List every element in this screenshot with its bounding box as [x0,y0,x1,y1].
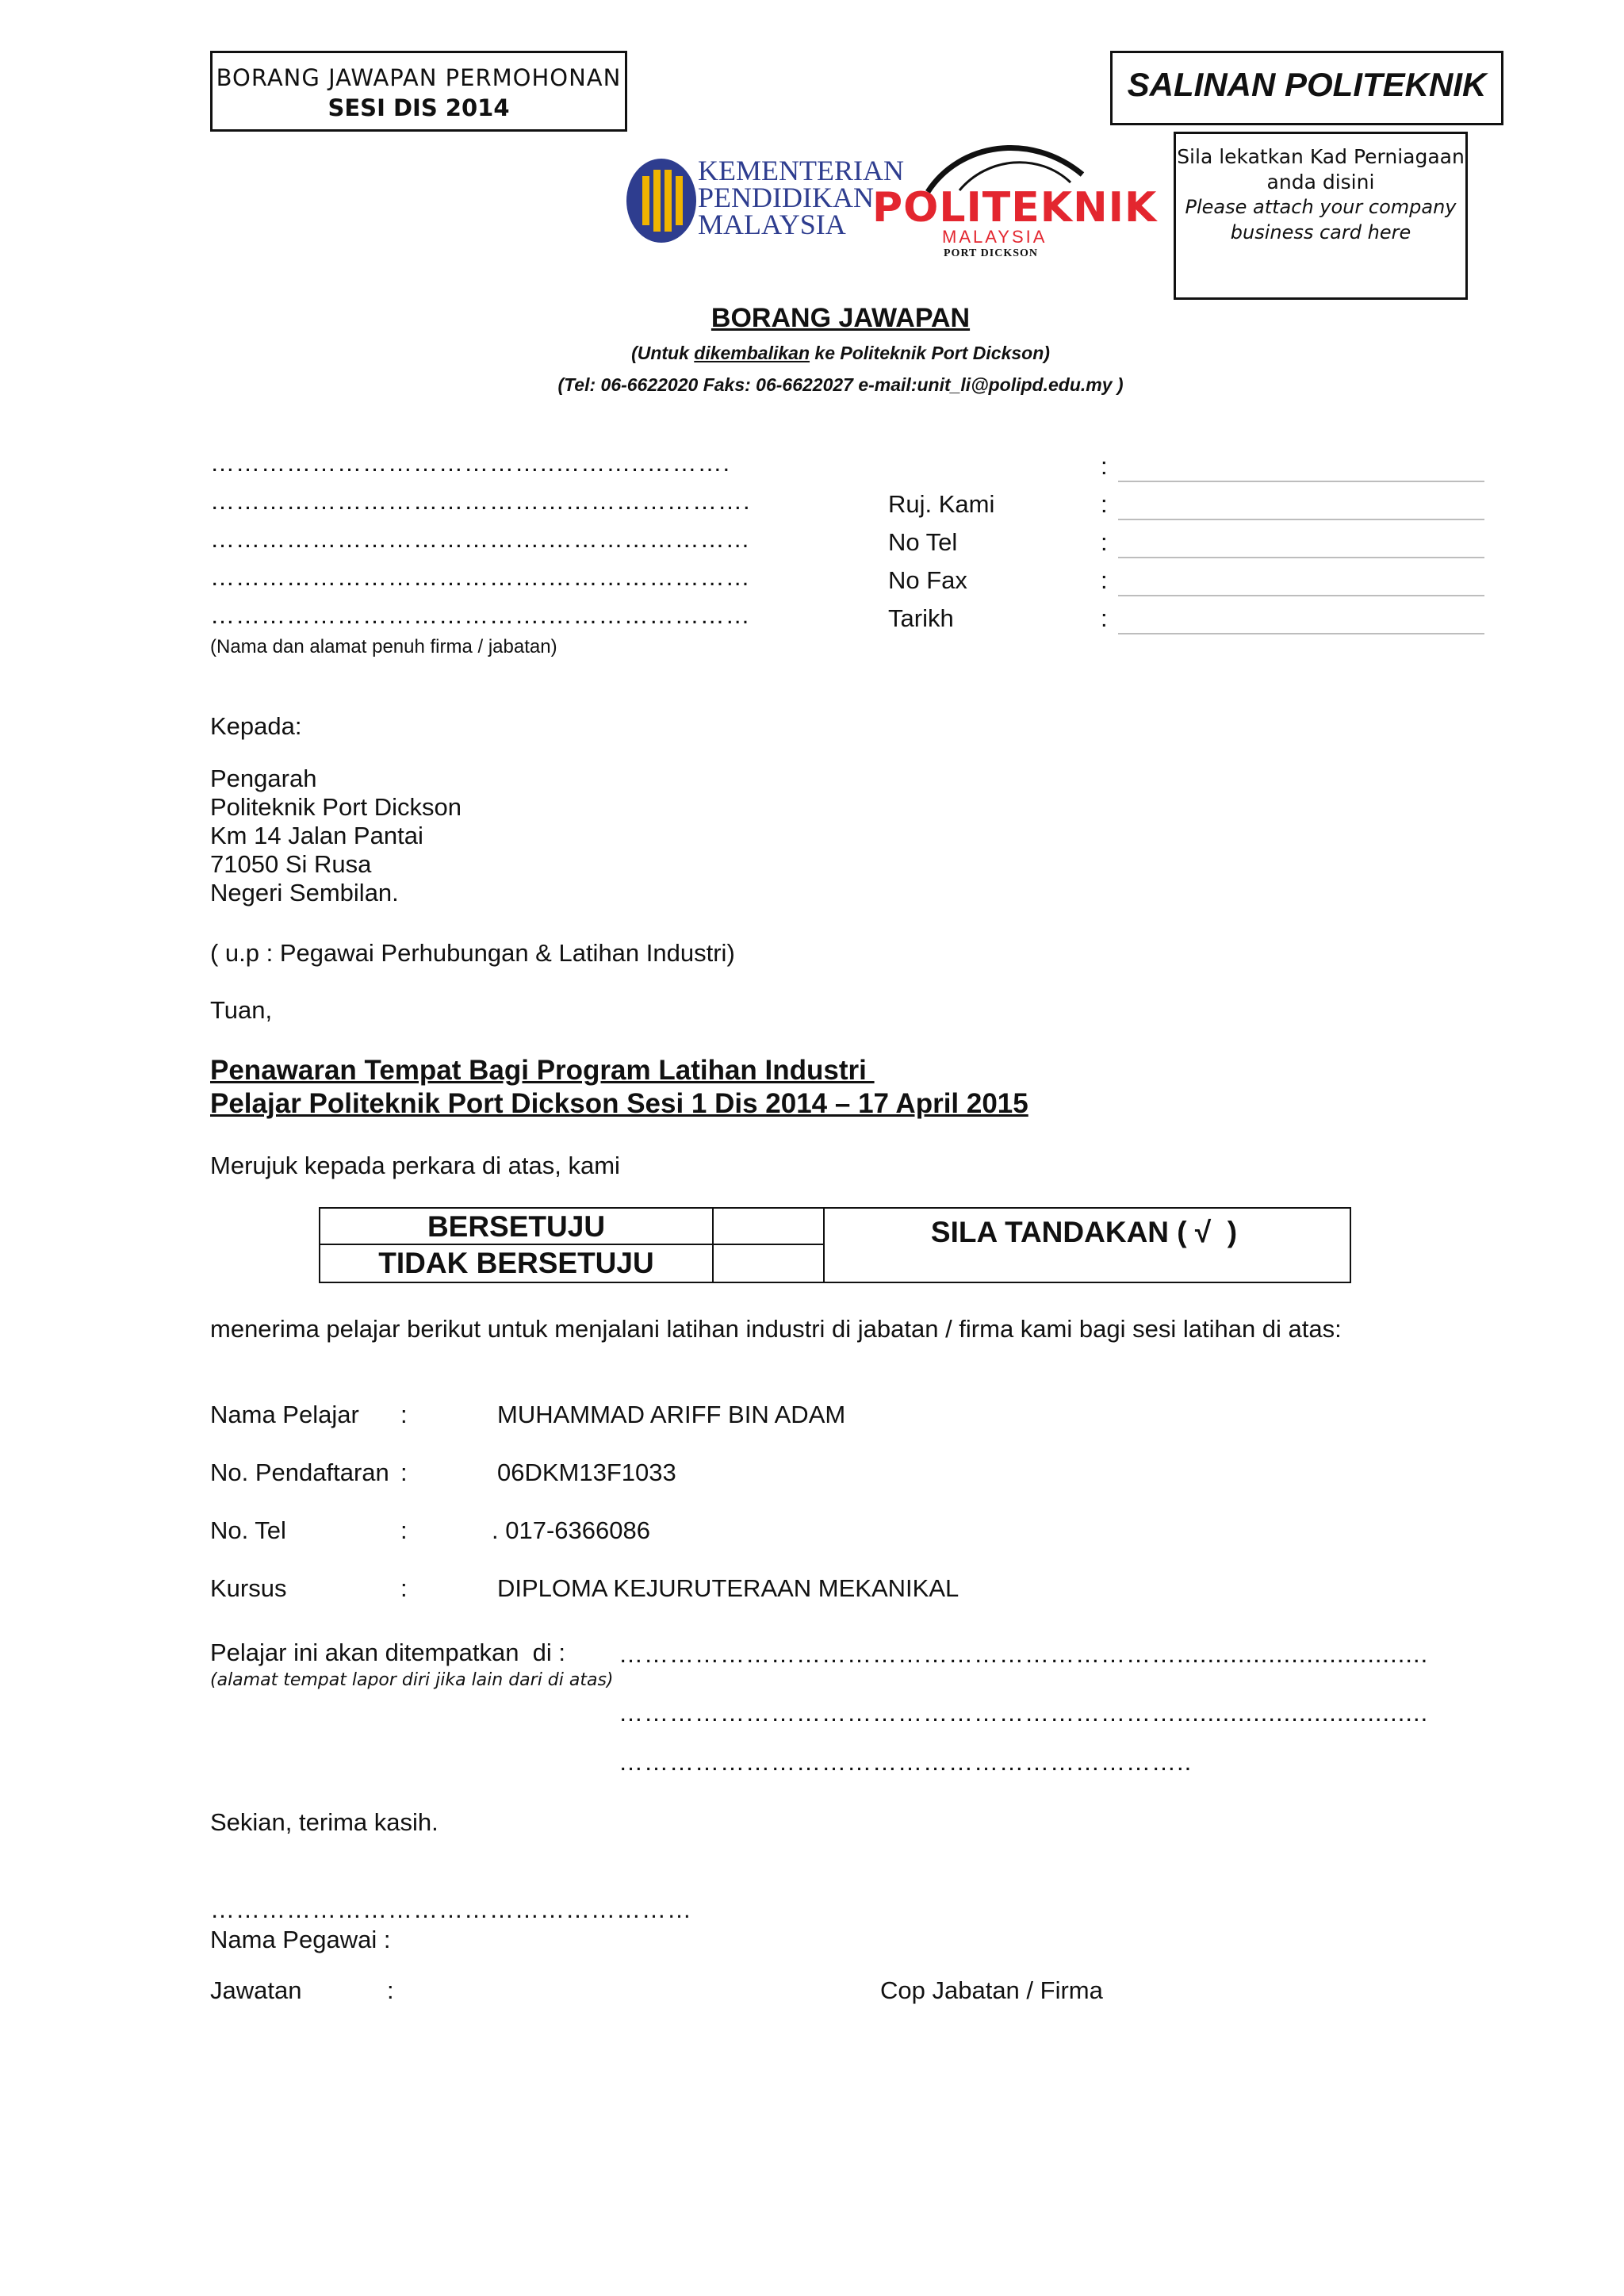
ref-field-tarikh[interactable] [1118,633,1484,634]
form-title-session: SESI DIS 2014 [327,94,510,121]
subject-line-1: Penawaran Tempat Bagi Program Latihan Industri [210,1055,875,1086]
salutation: Tuan, [210,996,273,1024]
student-label-tel: No. Tel [210,1516,286,1544]
agree-label-cell [320,1209,714,1245]
ref-field-0[interactable] [1118,481,1484,482]
placement-line-1[interactable]: …………………………………………………………................................. [619,1640,1429,1668]
sender-line-3[interactable]: ………………………………….…………………… [210,525,751,553]
return-instruction-pre: (Untuk [631,343,695,363]
politeknik-logo-sub: MALAYSIA [942,227,1048,247]
page-title: BORANG JAWAPAN [710,303,971,333]
sender-line-5[interactable]: ………………………………….…………………… [210,601,751,629]
business-card-box [1174,132,1468,300]
tick-instruction: SILA TANDAKAN ( √ ) [930,1216,1238,1248]
student-colon-tel: : [400,1516,408,1544]
ref-colon-3: : [1101,566,1108,594]
student-label-name: Nama Pelajar [210,1401,359,1428]
politeknik-logo-campus: PORT DICKSON [944,247,1038,259]
card-instruction-ms-1: Sila lekatkan Kad Perniagaan [1177,145,1465,168]
recipient-line-2: Politeknik Port Dickson [210,793,462,821]
return-instruction-underlined: dikembalikan [694,343,810,363]
student-value-reg: 06DKM13F1033 [497,1458,676,1486]
recipient-address [210,765,462,907]
ref-field-no-fax[interactable] [1118,595,1484,596]
card-instruction-en-1: Please attach your company [1185,196,1457,218]
sender-line-2[interactable]: ………………………………………………………. [210,487,751,515]
kpm-logo-line3: MALAYSIA [698,209,846,240]
ref-label-no-tel: No Tel [888,528,958,556]
sender-line-1[interactable]: …………………………………..………..………. [210,449,731,477]
form-title-box [210,51,627,132]
recipient-line-1: Pengarah [210,765,317,792]
student-colon-reg: : [400,1458,408,1486]
sender-caption: (Nama dan alamat penuh firma / jabatan) [210,636,557,657]
ref-field-no-tel[interactable] [1118,557,1484,558]
form-title-line1: BORANG JAWAPAN PERMOHONAN [216,64,622,91]
placement-line-3[interactable]: ………………………………………………………….. [619,1748,1193,1776]
student-label-reg: No. Pendaftaran [210,1458,389,1486]
position-label: Jawatan [210,1976,302,2004]
kpm-logo-line1: KEMENTERIAN [698,155,904,186]
disagree-label: TIDAK BERSETUJU [378,1247,654,1279]
recipient-line-5: Negeri Sembilan. [210,879,399,907]
instruction-cell [825,1209,1350,1282]
placement-label: Pelajar ini akan ditempatkan di : [210,1639,566,1666]
ref-colon-1: : [1101,490,1108,518]
kpm-emblem-icon [626,159,696,243]
student-value-tel: . 017-6366086 [492,1516,650,1544]
sender-line-4[interactable]: ………………………………….…………………… [210,563,751,591]
recipient-attention: ( u.p : Pegawai Perhubungan & Latihan Industri) [210,939,735,967]
closing-text: Sekian, terima kasih. [210,1808,439,1836]
ref-colon-4: : [1101,604,1108,632]
recipient-to: Kepada: [210,712,302,740]
subject-line-2: Pelajar Politeknik Port Dickson Sesi 1 Dis 2014 – 17 April 2015 [210,1088,1028,1119]
kpm-logo-line2: PENDIDIKAN [698,182,874,213]
ref-colon-2: : [1101,528,1108,556]
disagree-label-cell [320,1245,714,1282]
recipient-line-4: 71050 Si Rusa [210,850,372,878]
placement-line-2[interactable]: …………………………………………………………................................. [619,1699,1429,1727]
student-label-course: Kursus [210,1574,287,1602]
return-instruction-post: ke Politeknik Port Dickson) [810,343,1050,363]
recipient-line-3: Km 14 Jalan Pantai [210,822,423,849]
officer-name-label: Nama Pegawai : [210,1926,391,1953]
agree-label: BERSETUJU [427,1210,606,1243]
sender-address-block [210,449,751,658]
student-colon-course: : [400,1574,408,1602]
agreement-table [319,1207,1351,1283]
ref-label-ruj-kami: Ruj. Kami [888,490,995,518]
copy-label: SALINAN POLITEKNIK [1127,66,1487,103]
position-colon: : [387,1976,394,2004]
signature-line[interactable]: ………………………………………………… [210,1895,692,1923]
disagree-checkbox[interactable] [714,1245,825,1282]
ref-label-tarikh: Tarikh [888,604,954,632]
intro-text: Merujuk kepada perkara di atas, kami [210,1152,620,1179]
politeknik-logo-name: POLITEKNIK [872,184,1158,232]
student-colon-name: : [400,1401,408,1428]
return-instruction [0,343,1624,364]
contact-info: (Tel: 06-6622020 Faks: 06-6622027 e-mail:unit_li@polipd.edu.my ) [557,374,1124,395]
ref-colon-0: : [1101,452,1108,480]
copy-label-box [1110,51,1503,125]
acceptance-text: menerima pelajar berikut untuk menjalani latihan industri di jabatan / firma kami bagi sesi latihan di atas: [210,1315,1342,1343]
stamp-label: Cop Jabatan / Firma [880,1976,1103,2004]
placement-note: (alamat tempat lapor diri jika lain dari di atas) [210,1670,614,1690]
agree-checkbox[interactable] [714,1209,825,1245]
card-instruction-en-2: business card here [1230,221,1411,243]
student-value-name: MUHAMMAD ARIFF BIN ADAM [497,1401,846,1428]
ref-label-no-fax: No Fax [888,566,967,594]
ref-field-ruj-kami[interactable] [1118,519,1484,520]
card-instruction-ms-2: anda disini [1266,171,1375,194]
student-value-course: DIPLOMA KEJURUTERAAN MEKANIKAL [497,1574,959,1602]
